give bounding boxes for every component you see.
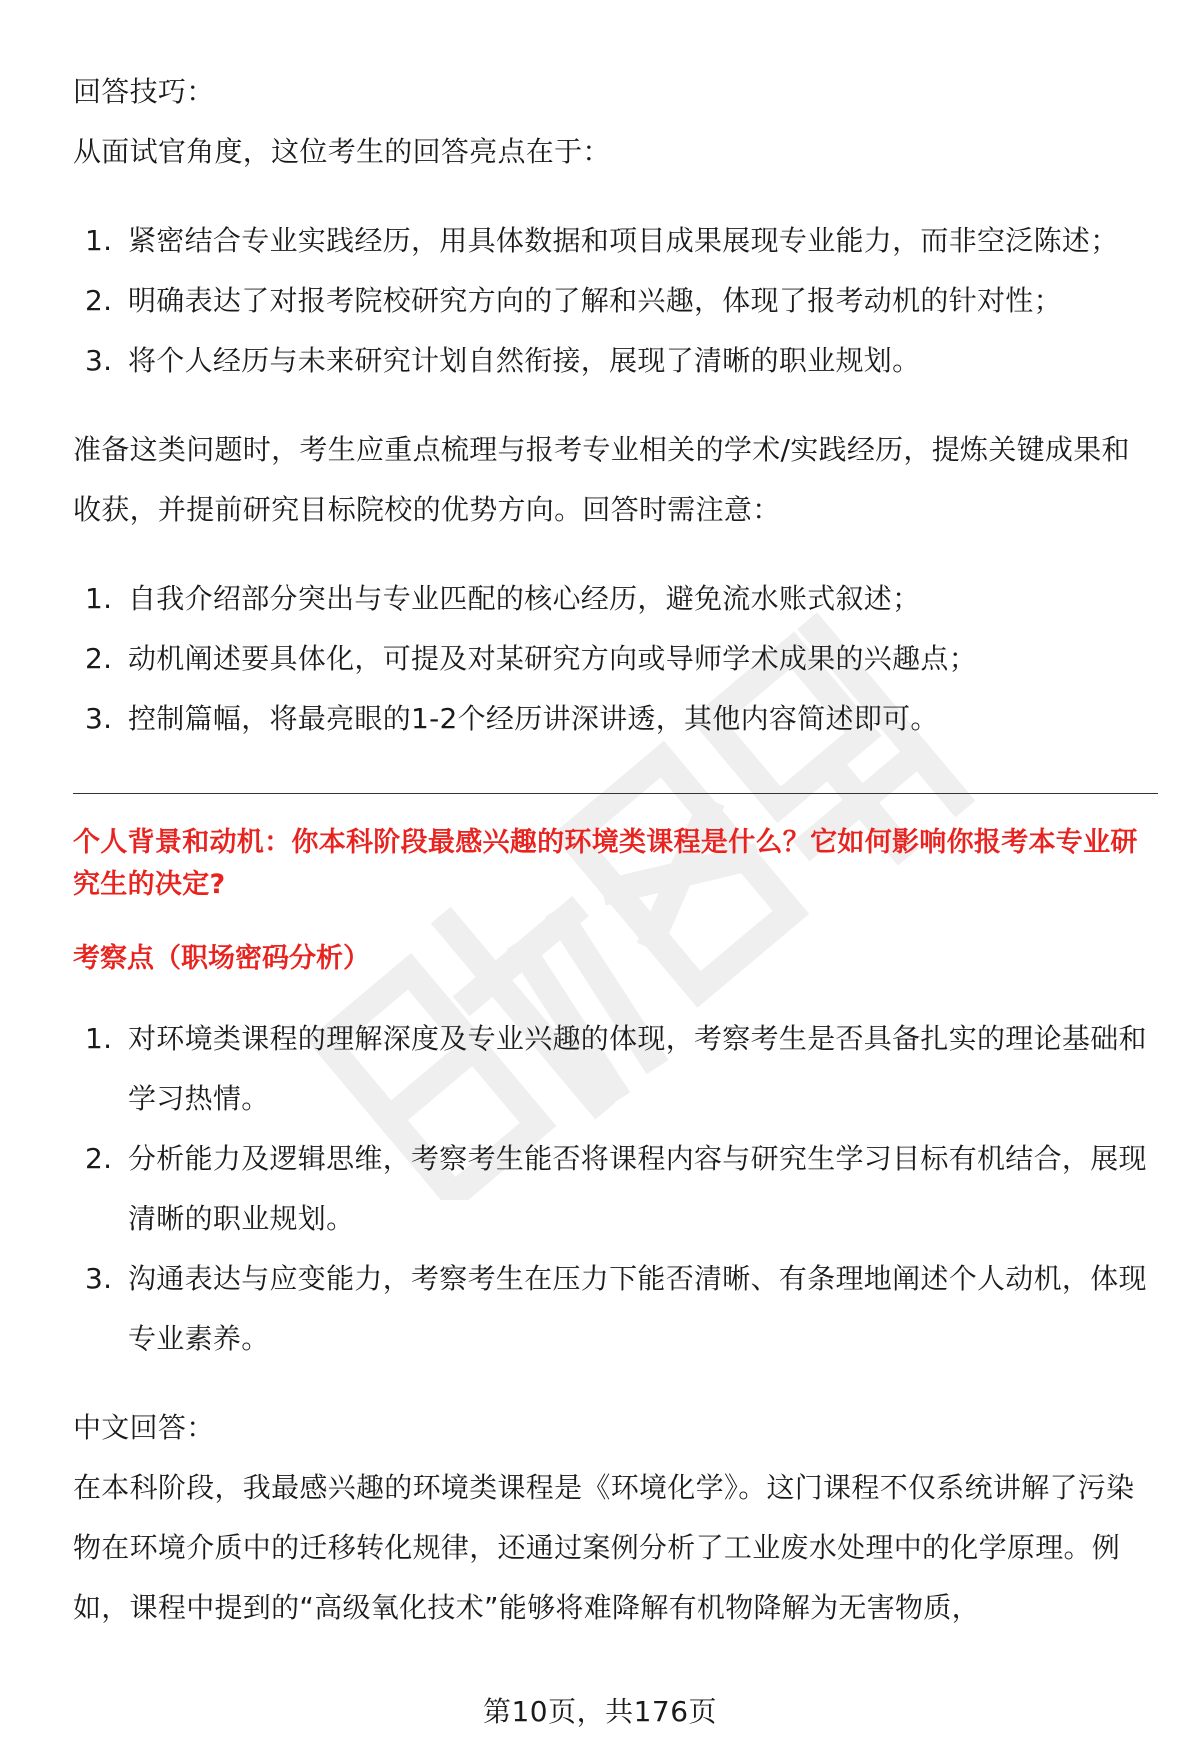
- list-item: [73, 1129, 1158, 1249]
- list-item-text: 控制篇幅，将最亮眼的1-2个经历讲深讲透，其他内容简述即可。: [128, 702, 939, 735]
- tips-list: [73, 569, 1158, 749]
- list-item-number: 2.: [85, 1142, 113, 1175]
- list-item-number: 3.: [85, 1262, 113, 1295]
- list-item-text: 沟通表达与应变能力，考察考生在压力下能否清晰、有条理地阐述个人动机，体现专业素养。: [128, 1262, 1147, 1355]
- list-item: [73, 1249, 1158, 1369]
- document-content: [73, 62, 1158, 1638]
- answer-tips-intro: 从面试官角度，这位考生的回答亮点在于：: [73, 135, 611, 168]
- list-item: [73, 211, 1158, 271]
- highlights-list: [73, 211, 1158, 391]
- list-item-text: 明确表达了对报考院校研究方向的了解和兴趣，体现了报考动机的针对性；: [128, 284, 1062, 317]
- preparation-paragraph: 准备这类问题时，考生应重点梳理与报考专业相关的学术/实践经历，提炼关键成果和收获，并提前研究目标院校的优势方向。回答时需注意：: [73, 433, 1130, 526]
- chinese-answer-label: 中文回答：: [73, 1411, 215, 1444]
- list-item-number: 1.: [85, 224, 113, 257]
- answer-tips-label: 回答技巧：: [73, 75, 215, 108]
- list-item-number: 2.: [85, 642, 113, 675]
- list-item-text: 分析能力及逻辑思维，考察考生能否将课程内容与研究生学习目标有机结合，展现清晰的职业规划。: [128, 1142, 1147, 1235]
- list-item: [73, 689, 1158, 749]
- list-item-number: 3.: [85, 702, 113, 735]
- section-divider: [73, 793, 1158, 794]
- list-item-text: 将个人经历与未来研究计划自然衔接，展现了清晰的职业规划。: [128, 344, 921, 377]
- list-item-number: 2.: [85, 284, 113, 317]
- list-item-number: 1.: [85, 582, 113, 615]
- focus-points-list: [73, 1009, 1158, 1369]
- chinese-answer-text: 在本科阶段，我最感兴趣的环境类课程是《环境化学》。这门课程不仅系统讲解了污染物在环境介质中的迁移转化规律，还通过案例分析了工业废水处理中的化学原理。例如，课程中提到的“高级氧化技术”能够将难降解有机物降解为无害物质，: [73, 1471, 1135, 1624]
- list-item-text: 自我介绍部分突出与专业匹配的核心经历，避免流水账式叙述；: [128, 582, 921, 615]
- list-item: [73, 629, 1158, 689]
- question-heading: 个人背景和动机：你本科阶段最感兴趣的环境类课程是什么？它如何影响你报考本专业研究生的决定?: [73, 827, 1138, 900]
- list-item: [73, 1009, 1158, 1129]
- page-number: 第10页，共176页: [482, 1695, 718, 1728]
- list-item-text: 动机阐述要具体化，可提及对某研究方向或导师学术成果的兴趣点；: [128, 642, 978, 675]
- list-item: [73, 331, 1158, 391]
- list-item-number: 3.: [85, 344, 113, 377]
- list-item: [73, 271, 1158, 331]
- list-item-number: 1.: [85, 1022, 113, 1055]
- focus-heading: 考察点（职场密码分析）: [73, 943, 370, 974]
- list-item: [73, 569, 1158, 629]
- list-item-text: 紧密结合专业实践经历，用具体数据和项目成果展现专业能力，而非空泛陈述；: [128, 224, 1119, 257]
- list-item-text: 对环境类课程的理解深度及专业兴趣的体现，考察考生是否具备扎实的理论基础和学习热情。: [128, 1022, 1147, 1115]
